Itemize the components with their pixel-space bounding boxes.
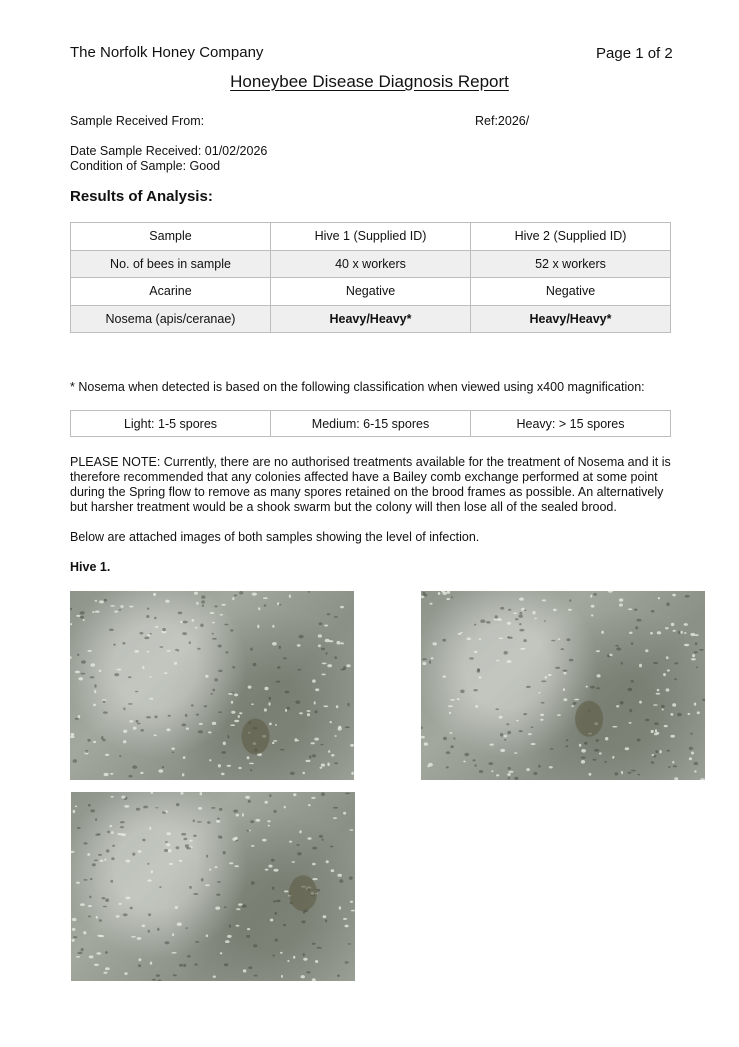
table-row: [71, 250, 671, 278]
microscope-image: [71, 792, 355, 981]
table-cell: Medium: 6-15 spores: [271, 411, 471, 437]
table-cell: Hive 1 (Supplied ID): [271, 223, 471, 251]
table-cell: No. of bees in sample: [71, 250, 271, 278]
page-number: Page 1 of 2: [596, 45, 673, 62]
company-name: The Norfolk Honey Company: [70, 44, 264, 61]
microscope-image: [421, 591, 705, 780]
attached-images-note: Below are attached images of both samples showing the level of infection.: [70, 530, 480, 544]
table-cell: Sample: [71, 223, 271, 251]
hive-label: Hive 1.: [70, 560, 111, 574]
table-row: [71, 223, 671, 251]
results-heading: Results of Analysis:: [70, 188, 213, 205]
reference-number: Ref:2026/: [475, 114, 530, 128]
classification-note: * Nosema when detected is based on the following classification when viewed using x400 magnification:: [70, 380, 645, 394]
results-table: [70, 222, 671, 333]
table-cell: Hive 2 (Supplied ID): [471, 223, 671, 251]
microscope-image: [70, 591, 354, 780]
table-cell: Light: 1-5 spores: [71, 411, 271, 437]
table-cell: 52 x workers: [471, 250, 671, 278]
table-row: [71, 278, 671, 306]
table-cell: Heavy/Heavy*: [471, 305, 671, 333]
date-received: Date Sample Received: 01/02/2026: [70, 144, 268, 158]
classification-table: [70, 410, 671, 437]
table-cell: Negative: [271, 278, 471, 306]
table-cell: 40 x workers: [271, 250, 471, 278]
table-row: [71, 411, 671, 437]
table-cell: Heavy: > 15 spores: [471, 411, 671, 437]
treatment-notice: PLEASE NOTE: Currently, there are no authorised treatments available for the treatment of Nosema and it is therefore recommended that any colonies affected have a Bailey comb exchange performed at some point during the Spring flow to remove as many spores retained on the brood frames as possible. An alternatively but harsher treatment would be a shook swarm but the colony will then lose all of the sealed brood.: [70, 455, 671, 514]
table-cell: Acarine: [71, 278, 271, 306]
table-cell: Negative: [471, 278, 671, 306]
sample-received-from: Sample Received From:: [70, 114, 205, 128]
sample-condition: Condition of Sample: Good: [70, 159, 221, 173]
table-row: [71, 305, 671, 333]
table-cell: Nosema (apis/ceranae): [71, 305, 271, 333]
table-cell: Heavy/Heavy*: [271, 305, 471, 333]
report-title: Honeybee Disease Diagnosis Report: [230, 72, 509, 91]
